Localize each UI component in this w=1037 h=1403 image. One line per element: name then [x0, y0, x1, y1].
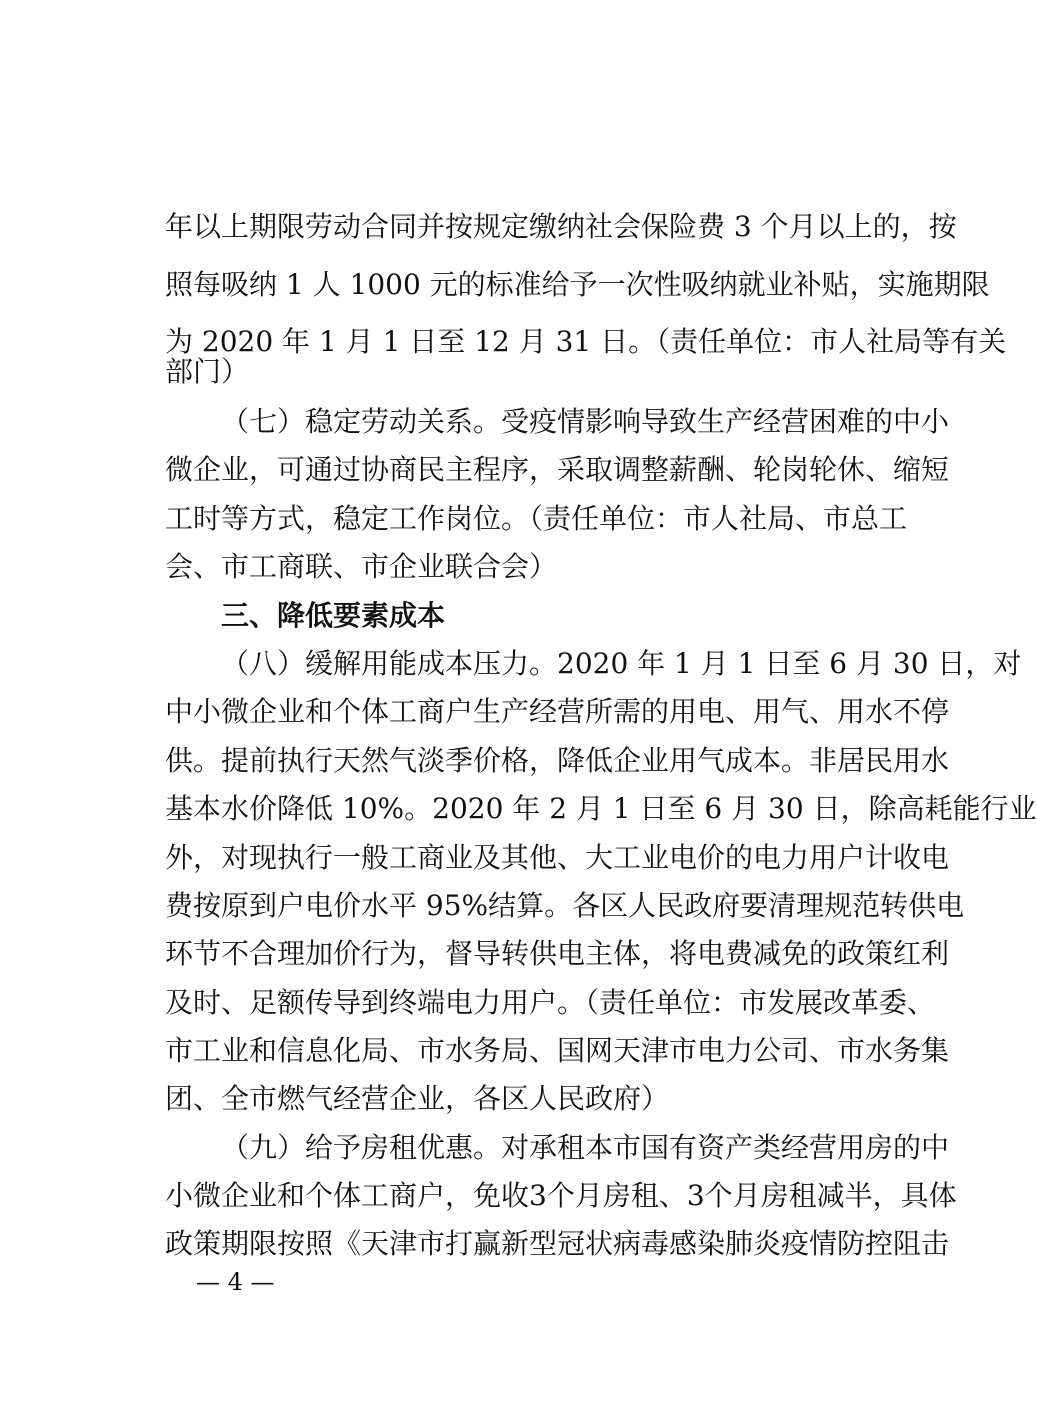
- body-text-line: 基本水价降低 10%。2020 年 2 月 1 日至 6 月 30 日，除高耗能行业: [165, 792, 1037, 825]
- body-text-line: 照每吸纳 1 人 1000 元的标准给予一次性吸纳就业补贴，实施期限: [165, 268, 990, 301]
- body-text-line: 工时等方式，稳定工作岗位。（责任单位：市人社局、市总工: [165, 502, 908, 535]
- body-text-line: 费按原到户电价水平 95%结算。各区人民政府要清理规范转供电: [165, 889, 965, 922]
- body-text-line: 团、全市燃气经营企业，各区人民政府）: [165, 1082, 670, 1115]
- page-number: — 4 —: [196, 1268, 275, 1296]
- paragraph-8-first-line: （八）缓解用能成本压力。2020 年 1 月 1 日至 6 月 30 日，对: [221, 647, 1022, 680]
- body-text-line: 为 2020 年 1 月 1 日至 12 月 31 日。（责任单位：市人社局等有关: [165, 325, 1007, 358]
- body-text-line: 外，对现执行一般工商业及其他、大工业电价的电力用户计收电: [165, 841, 950, 874]
- paragraph-7-first-line: （七）稳定劳动关系。受疫情影响导致生产经营困难的中小: [221, 405, 950, 438]
- body-text-line: 环节不合理加价行为，督导转供电主体，将电费减免的政策红利: [165, 937, 950, 970]
- body-text-line: 微企业，可通过协商民主程序，采取调整薪酬、轮岗轮休、缩短: [165, 453, 950, 486]
- body-text-line: 供。提前执行天然气淡季价格，降低企业用气成本。非居民用水: [165, 744, 950, 777]
- body-text-line: 小微企业和个体工商户，免收3个月房租、3个月房租减半，具体: [165, 1179, 957, 1212]
- body-text-line: 年以上期限劳动合同并按规定缴纳社会保险费 3 个月以上的，按: [165, 210, 957, 243]
- body-text-line: 政策期限按照《天津市打赢新型冠状病毒感染肺炎疫情防控阻击: [165, 1227, 950, 1260]
- paragraph-9-first-line: （九）给予房租优惠。对承租本市国有资产类经营用房的中: [221, 1131, 950, 1164]
- section-heading: 三、降低要素成本: [221, 599, 446, 632]
- body-text-line: 中小微企业和个体工商户生产经营所需的用电、用气、用水不停: [165, 695, 950, 728]
- body-text-line: 及时、足额传导到终端电力用户。（责任单位：市发展改革委、: [165, 986, 936, 1019]
- body-text-line: 市工业和信息化局、市水务局、国网天津市电力公司、市水务集: [165, 1034, 950, 1067]
- body-text-line: 部门）: [165, 355, 250, 388]
- body-text-line: 会、市工商联、市企业联合会）: [165, 550, 558, 583]
